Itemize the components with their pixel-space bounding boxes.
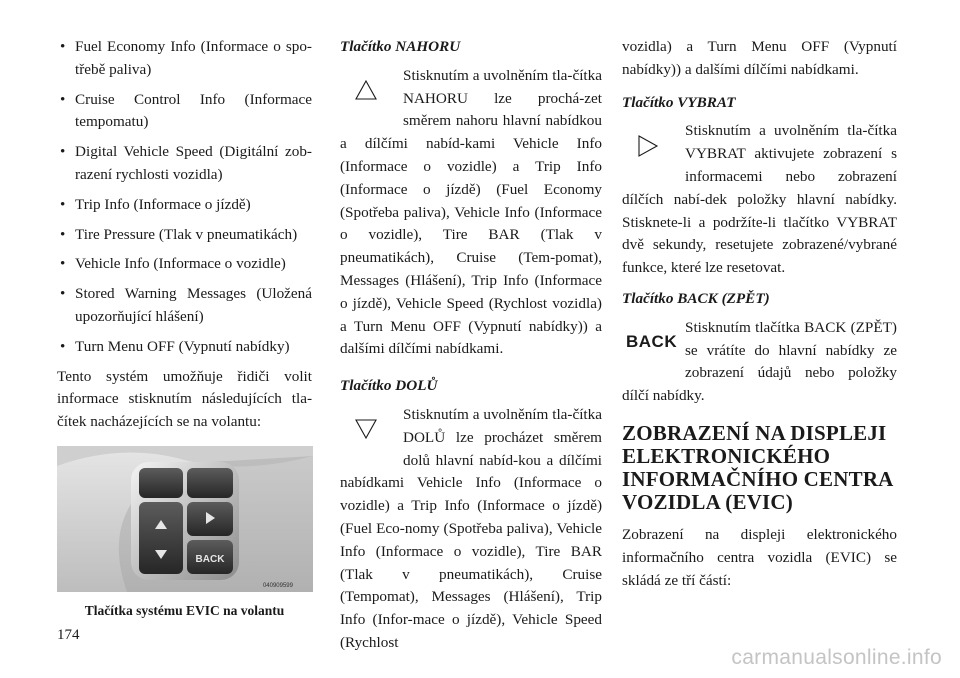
section-text: Zobrazení na displeji elektronického informačního centra vozidla (EVIC) se skládá ze tří částí: xyxy=(622,525,897,589)
list-item: • Cruise Control Info (Informace tempomatu) xyxy=(57,89,312,135)
back-button-block xyxy=(622,317,897,408)
evic-buttons-illustration xyxy=(57,446,313,592)
watermark: carmanualsonline.info xyxy=(731,646,942,670)
section-title: ZOBRAZENÍ NA DISPLEJI ELEKTRONICKÉHO INFORMAČNÍHO CENTRA VOZIDLA (EVIC) xyxy=(622,420,893,514)
list-item: • Vehicle Info (Informace o vozidle) xyxy=(57,253,312,276)
up-triangle-icon xyxy=(340,65,403,131)
down-triangle-icon xyxy=(340,404,403,470)
column-3 xyxy=(622,36,897,592)
steering-wheel-buttons-photo xyxy=(57,446,313,592)
photo-caption: Tlačítka systému EVIC na volantu xyxy=(84,602,285,618)
back-button-description: Stisknutím tlačítka BACK (ZPĚT) se vrátíte do hlavní nabídky ze zobrazení údajů nebo položky dílčí nabídky. xyxy=(622,318,897,405)
list-item: • Tire Pressure (Tlak v pneumatikách) xyxy=(57,224,312,247)
list-item: • Digital Vehicle Speed (Digitální zob-razení rychlosti vozidla) xyxy=(57,141,312,187)
select-button-heading: Tlačítko VYBRAT xyxy=(622,93,736,111)
list-item: • Trip Info (Informace o jízdě) xyxy=(57,194,312,217)
page-number: 174 xyxy=(57,627,80,643)
select-button-block xyxy=(622,120,897,280)
select-button-description: Stisknutím a uvolněním tla-čítka VYBRAT aktivujete zobrazení s informacemi nebo zobrazení dílčích nabí-dek položky hlavní nabídky. Stisknete-li a podržíte-li tlačítko VYBRAT dvě sekundy, resetujete zobrazené/vybrané funkce, které lze resetovat. xyxy=(622,122,897,277)
down-button-description: Stisknutím a uvolněním tla-čítka DOLŮ lze procházet směrem dolů hlavní nabíd-kou a dílčími nabídkami Vehicle Info (Informace o vozidle) a Trip Info (Informace o jízdě) (Fuel Eco-nomy (Spotřeba paliva), Vehicle Info (Informace o vozidle), Tire BAR (Tlak v pneumatikách), Cruise (Tempomat), Messages (Hlášení), Trip Info (Infor-mace o jízdě), Vehicle Speed (Rychlost xyxy=(340,405,602,651)
list-item: • Turn Menu OFF (Vypnutí nabídky) xyxy=(57,336,312,359)
intro-paragraph: Tento systém umožňuje řidiči volit informace stisknutím následujících tla-čítek nacházejících se na volantu: xyxy=(57,367,312,431)
down-button-block xyxy=(340,404,602,655)
continuation-text: vozidla) a Turn Menu OFF (Vypnutí nabídky)) a dalšími dílčími nabídkami. xyxy=(622,38,897,78)
down-button-heading: Tlačítko DOLŮ xyxy=(340,377,438,395)
column-1 xyxy=(57,36,312,623)
back-button-heading: Tlačítko BACK (ZPĚT) xyxy=(622,289,770,307)
up-button-heading: Tlačítko NAHORU xyxy=(340,38,461,55)
image-code: 040909599 xyxy=(262,582,293,589)
up-button-description: Stisknutím a uvolněním tla-čítka NAHORU lze prochá-zet směrem nahoru hlavní nabídkou a dílčími nabíd-kami Vehicle Info (Informace o vozidle) a Trip Info (Informace o jízdě) (Fuel Economy (Spotřeba paliva), Vehicle Info (Informace o vozidle), Tire BAR (Tlak v pneumatikách), Cruise (Tem-pomat), Messages (Hlášení), Trip Info (Informace o jízdě), Vehicle Speed (Rychlost vozidla) a Turn Menu OFF (Vypnutí nabídky)) a dalšími dílčími nabídkami. xyxy=(340,66,602,358)
list-item: • Fuel Economy Info (Informace o spo-třebě paliva) xyxy=(57,36,312,82)
back-button-label: BACK xyxy=(195,553,225,565)
column-2 xyxy=(340,36,602,655)
right-triangle-icon xyxy=(622,120,685,186)
list-item: • Stored Warning Messages (Uložená upozorňující hlášení) xyxy=(57,283,312,329)
menu-items-list xyxy=(57,36,312,359)
up-button-block xyxy=(340,65,602,361)
back-label-icon: BACK xyxy=(626,331,678,351)
